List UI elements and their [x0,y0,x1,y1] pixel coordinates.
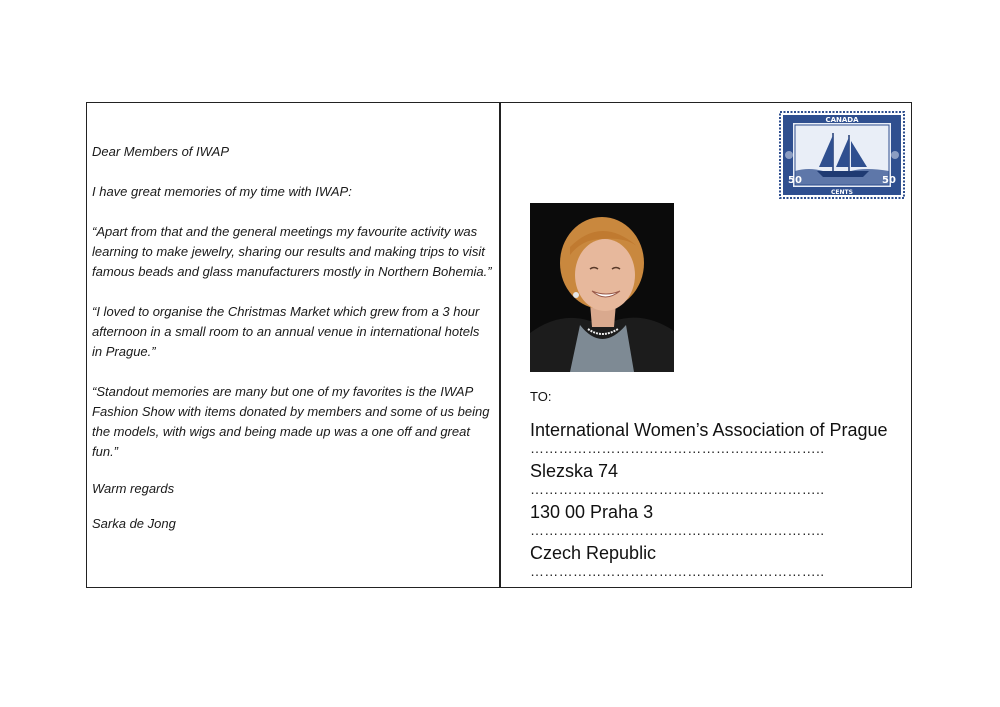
postage-stamp [779,111,905,199]
closing: Warm regards [92,481,175,496]
quote-jewelry: “Apart from that and the general meetings my favourite activity was learning to make jewelry, sharing our results and making trips to visit famous beads and glass manufacturers mostly in Northern Bohemia.” [92,224,492,279]
signature: Sarka de Jong [92,516,176,531]
address-dotted-line-2: …………………………………………………….. [530,481,825,497]
address-dotted-line-4: …………………………………………………….. [530,563,825,579]
stamp-value-right: 50 [882,175,896,186]
address-line-1: International Women’s Association of Prague [530,420,888,440]
address-line-3: 130 00 Praha 3 [530,502,654,522]
portrait-image [530,203,674,372]
to-label: TO: [530,389,552,404]
quote-fashion-show: “Standout memories are many but one of my favorites is the IWAP Fashion Show with items donated by members and some of us being the models, with wigs and being made up was a one off and great fun.” [92,384,490,459]
address-dotted-line-3: …………………………………………………….. [530,522,825,538]
address-dotted-line-1: …………………………………………………….. [530,440,825,456]
stamp-value-label: CENTS [831,189,853,196]
address-block [530,420,892,584]
postcard-divider [499,103,501,587]
intro-line: I have great memories of my time with IWAP: [92,184,352,199]
message-text [92,142,492,534]
portrait-photo [530,203,674,372]
quote-christmas-market: “I loved to organise the Christmas Market which grew from a 3 hour afternoon in a small room to an annual venue in international hotels in Prague.” [92,304,480,359]
stamp-country: CANADA [825,116,859,124]
stamp-value-left: 50 [788,175,802,186]
greeting: Dear Members of IWAP [92,144,230,159]
address-line-4: Czech Republic [530,543,657,563]
address-line-2: Slezska 74 [530,461,619,481]
